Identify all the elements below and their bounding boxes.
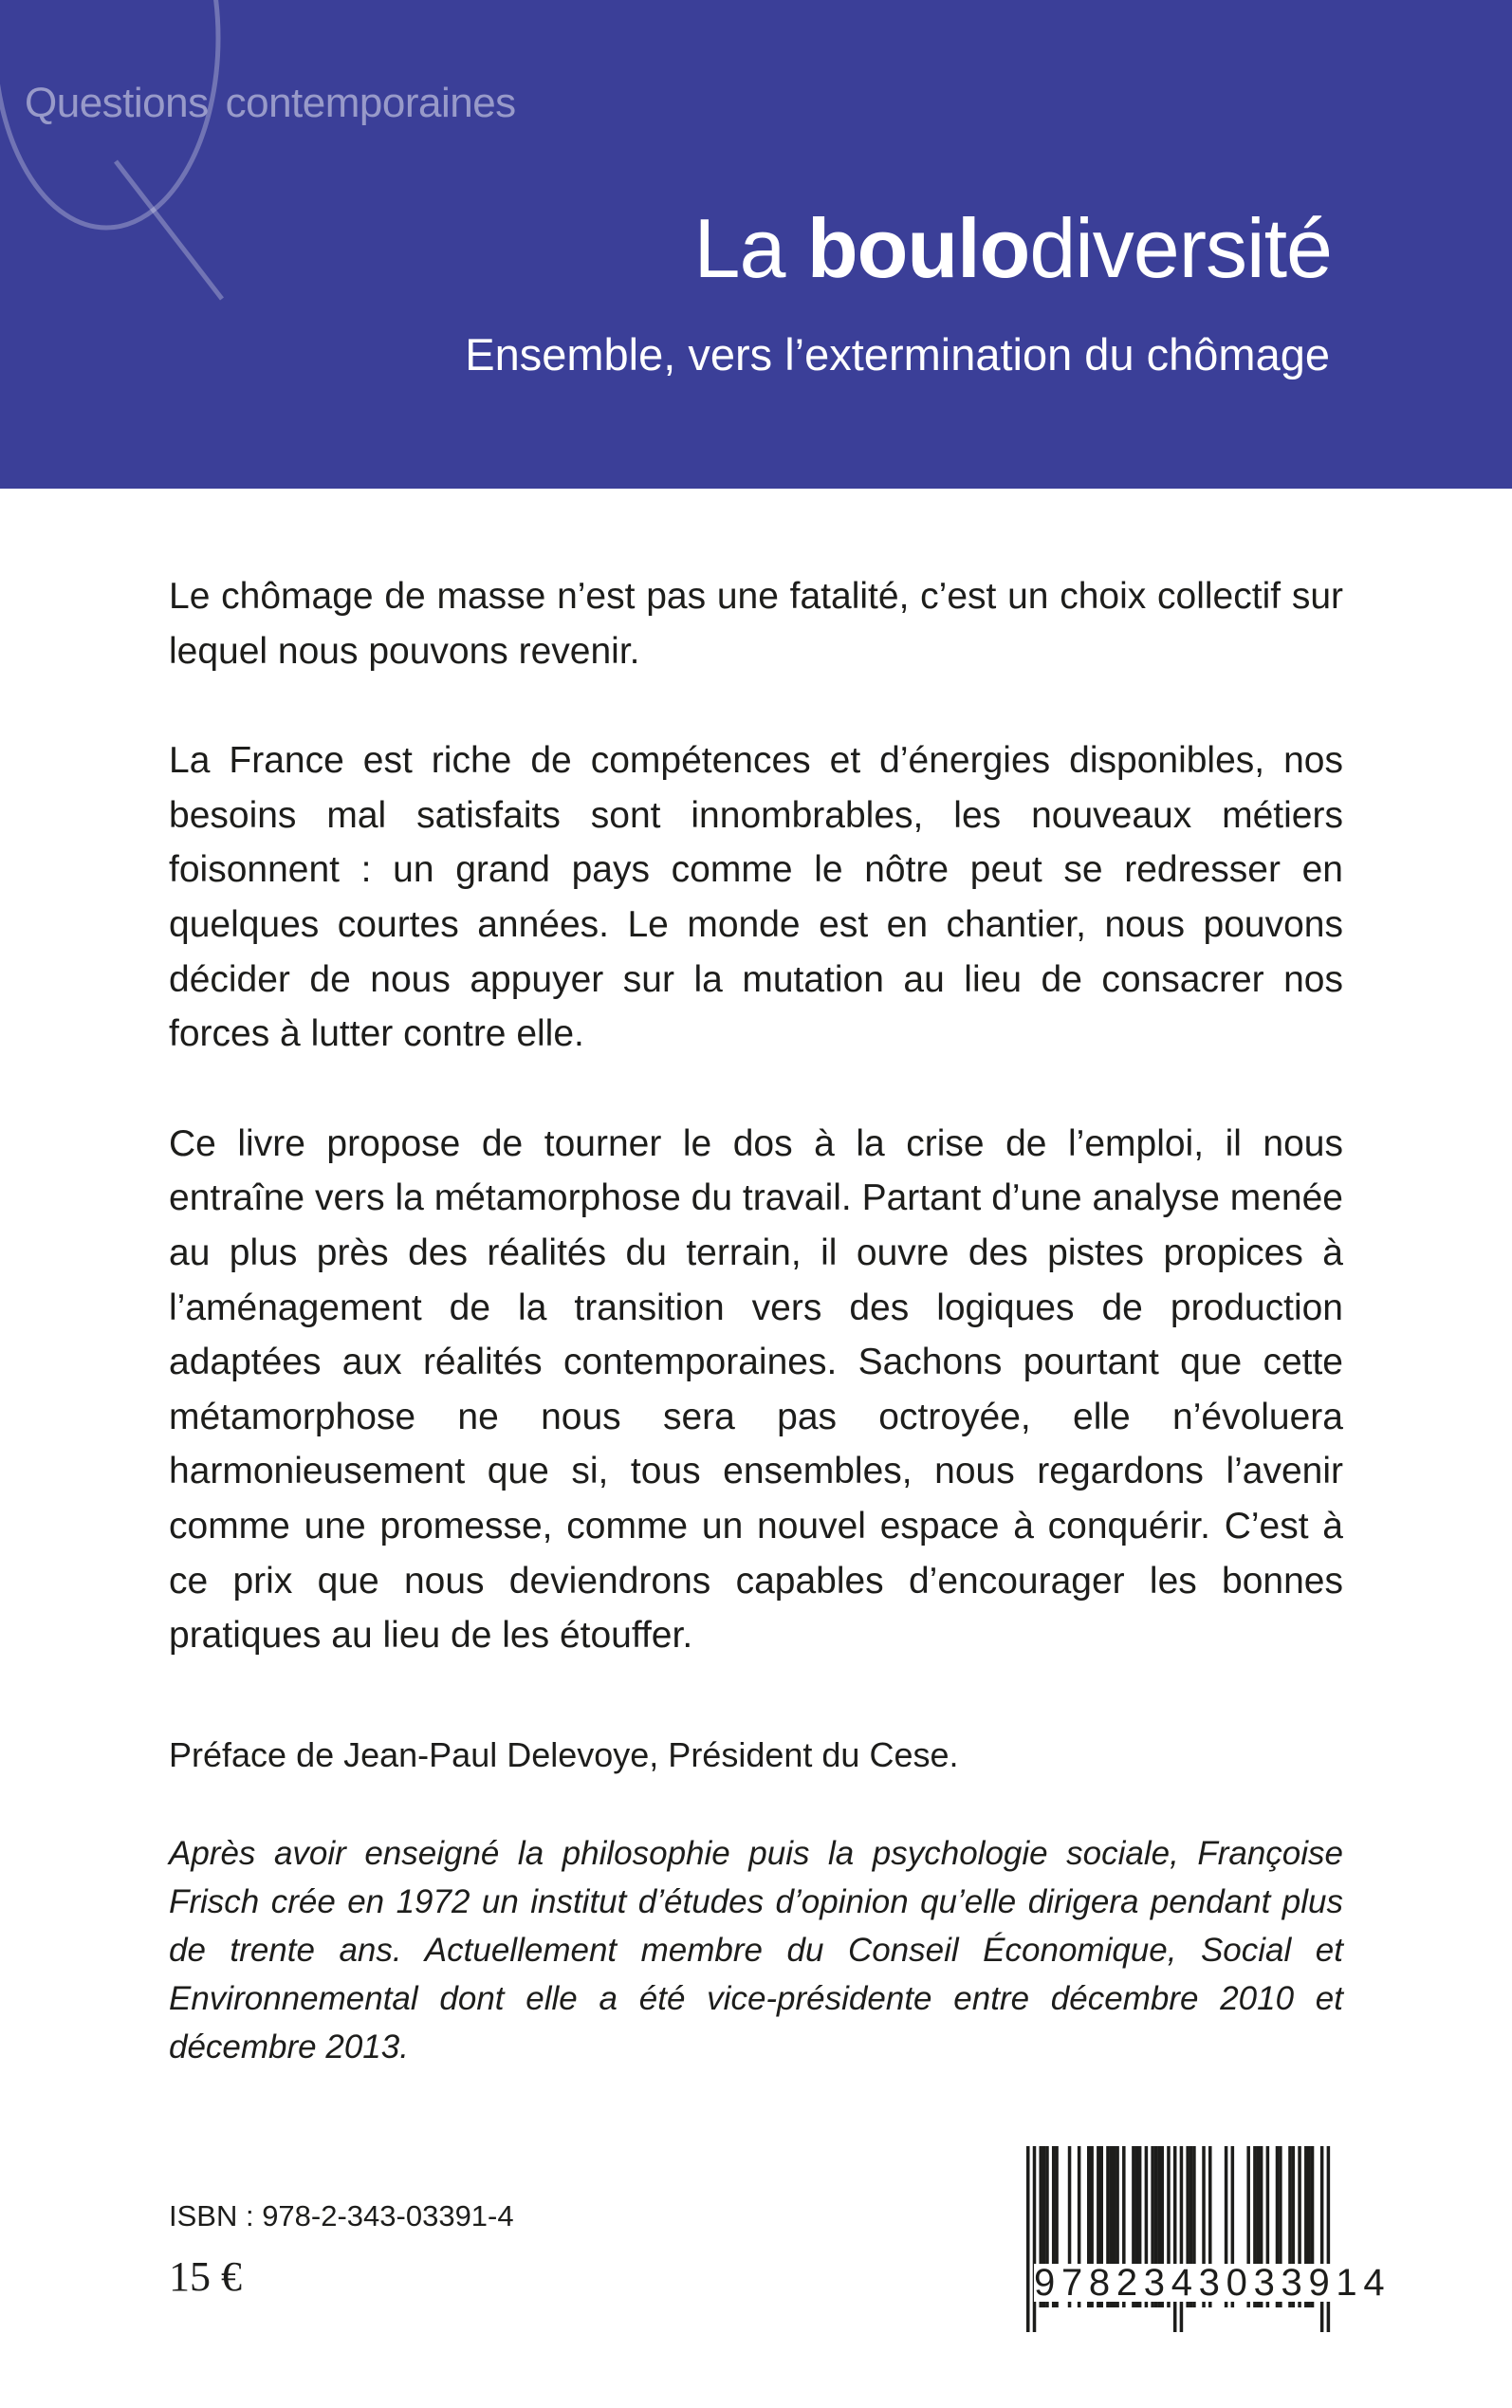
barcode-number: 9782343033914	[1034, 2262, 1392, 2304]
book-title-suffix: diversité	[1029, 201, 1332, 295]
barcode-bar	[1026, 2146, 1030, 2332]
barcode-bar	[1173, 2146, 1177, 2332]
price-label: 15 €	[169, 2253, 242, 2300]
barcode-bar	[1033, 2146, 1037, 2332]
series-name-part1: Questions	[25, 80, 209, 126]
series-name-part2: contemporaines	[225, 80, 516, 126]
book-title-prefix: La	[693, 201, 807, 295]
cover-header-band	[0, 0, 1512, 489]
barcode-bar	[1320, 2146, 1324, 2332]
book-subtitle: Ensemble, vers l’extermination du chômage	[465, 329, 1330, 380]
series-q-letter-icon	[0, 0, 249, 304]
barcode-bar	[1327, 2146, 1331, 2332]
isbn-label: ISBN : 978-2-343-03391-4	[169, 2199, 514, 2232]
series-name	[25, 80, 516, 127]
barcode-icon	[1019, 2146, 1334, 2336]
barcode-bar	[1180, 2146, 1184, 2332]
back-cover-blurb	[169, 569, 1343, 1718]
blurb-paragraph: La France est riche de compétences et d’énergies disponibles, nos besoins mal satisfaits sont innombrables, les nouveaux métiers foisonnent : un grand pays comme le nôtre peut se redresser en quelques courtes années. Le monde est en chantier, nous pouvons décider de nous appuyer sur la mutation au lieu de consacrer nos forces à lutter contre elle.	[169, 740, 1343, 1055]
book-title-bold: boulo	[806, 201, 1030, 295]
book-title	[693, 201, 1333, 295]
preface-note: Préface de Jean-Paul Delevoye, Président du Cese.	[169, 1735, 959, 1774]
blurb-paragraph: Le chômage de masse n’est pas une fatalité, c’est un choix collectif sur lequel nous pouvons revenir.	[169, 576, 1343, 672]
author-bio: Après avoir enseigné la philosophie puis la psychologie sociale, Françoise Frisch crée en 1972 un institut d’études d’opinion qu’elle dirigera pendant plus de trente ans. Actuellement membre du Conseil Économique, Social et Environnemental dont elle a été vice-présidente entre décembre 2010 et décembre 2013.	[169, 1835, 1343, 2065]
blurb-paragraph: Ce livre propose de tourner le dos à la crise de l’emploi, il nous entraîne vers la métamorphose du travail. Partant d’une analyse menée au plus près des réalités du terrain, il ouvre des pistes propices à l’aménagement de la transition vers des logiques de production adaptées aux réalités contemporaines. Sachons pourtant que cette métamorphose ne nous sera pas octroyée, elle n’évoluera harmonieusement que si, tous ensembles, nous regardons l’avenir comme une promesse, comme un nouvel espace à conquérir. C’est à ce prix que nous deviendrons capables d’encourager les bonnes pratiques au lieu de les étouffer.	[169, 1122, 1343, 1657]
